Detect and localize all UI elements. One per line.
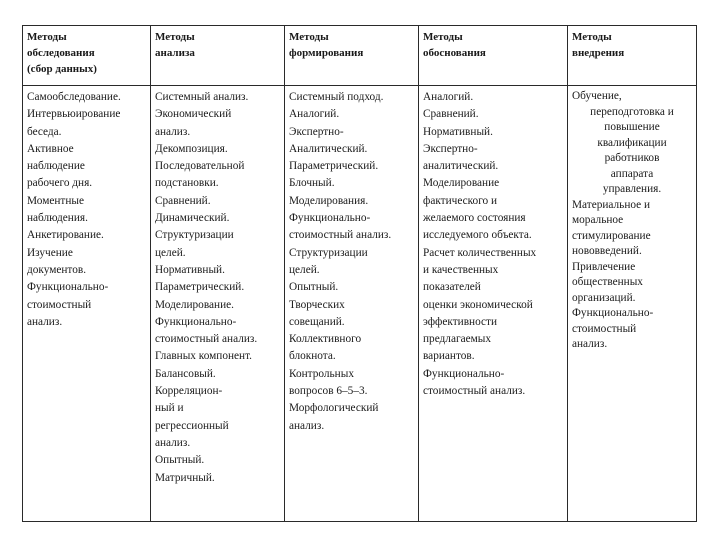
method-line: Функционально- bbox=[155, 315, 237, 328]
method-line: Аналогий. bbox=[289, 108, 340, 121]
method-line: стоимостный анализ. bbox=[155, 333, 258, 346]
header-text-line: Методы bbox=[27, 31, 67, 43]
method-line: Моделирования. bbox=[289, 194, 369, 207]
method-line: Последовательной bbox=[155, 160, 245, 173]
method-line: целей. bbox=[289, 263, 320, 276]
method-line: документов. bbox=[27, 263, 87, 276]
method-line: Функционально- bbox=[289, 212, 371, 225]
method-line: Опытный. bbox=[289, 281, 339, 294]
method-line: Экспертно- bbox=[289, 125, 344, 138]
method-line: беседа. bbox=[27, 125, 62, 138]
header-text-line: Методы bbox=[289, 31, 329, 43]
method-line: организаций. bbox=[572, 291, 636, 304]
method-line: Корреляцион- bbox=[155, 385, 223, 398]
method-line: работников bbox=[604, 152, 660, 164]
method-line: Творческих bbox=[289, 298, 345, 311]
method-line: Блочный. bbox=[289, 177, 335, 190]
cell-analysis-methods bbox=[151, 86, 285, 522]
method-line: анализ. bbox=[289, 419, 325, 432]
method-line: Нормативный. bbox=[423, 125, 493, 138]
method-line: Контрольных bbox=[289, 367, 354, 380]
body-row bbox=[23, 86, 697, 522]
method-line: Структуризации bbox=[155, 229, 234, 242]
method-line: наблюдение bbox=[27, 160, 85, 173]
method-line: оценки экономической bbox=[423, 298, 533, 311]
method-line: общественных bbox=[572, 276, 643, 288]
header-text-line: Методы bbox=[423, 31, 463, 43]
method-line: Опытный. bbox=[155, 454, 205, 467]
header-row bbox=[23, 26, 697, 86]
method-line: Аналитический. bbox=[289, 142, 368, 155]
method-line: стимулирование bbox=[572, 229, 651, 242]
method-line: эффективности bbox=[423, 315, 497, 328]
method-line: Параметрический. bbox=[289, 160, 379, 173]
method-line: Моделирование. bbox=[155, 298, 234, 311]
header-text-line: формирования bbox=[289, 47, 364, 59]
method-line: аппарата bbox=[610, 167, 654, 180]
method-line: повышение bbox=[604, 121, 660, 133]
cell-justification-methods bbox=[419, 86, 568, 522]
method-line: вопросов 6–5–3. bbox=[289, 385, 368, 398]
method-line: Экспертно- bbox=[423, 142, 478, 155]
method-line: анализ. bbox=[572, 338, 608, 350]
method-line: Расчет количественных bbox=[423, 246, 537, 259]
method-line: Динамический. bbox=[155, 212, 230, 225]
header-cell-implementation-methods bbox=[568, 26, 697, 86]
method-line: исследуемого объекта. bbox=[423, 229, 532, 242]
header-text-line: Методы bbox=[572, 31, 612, 43]
method-line: Системный подход. bbox=[289, 91, 384, 103]
method-line: Аналогий. bbox=[423, 91, 474, 103]
method-line: показателей bbox=[423, 281, 481, 294]
method-line: Параметрический. bbox=[155, 281, 245, 294]
method-line: Структуризации bbox=[289, 246, 368, 259]
method-line: анализ. bbox=[155, 125, 191, 138]
header-text-line: обследования bbox=[27, 47, 95, 59]
method-line: стоимостный анализ. bbox=[423, 385, 526, 398]
method-line: Балансовый. bbox=[155, 367, 216, 380]
method-line: Интервьюирование bbox=[27, 108, 121, 121]
method-line: Функционально- bbox=[27, 281, 109, 294]
method-line: Моделирование bbox=[423, 177, 500, 190]
cell-implementation-methods bbox=[568, 86, 697, 522]
header-cell-formation-methods bbox=[285, 26, 419, 86]
method-line: аналитический. bbox=[423, 160, 499, 173]
header-text-line: анализа bbox=[155, 47, 195, 59]
method-line: Декомпозиция. bbox=[155, 142, 228, 155]
method-line: Моментные bbox=[27, 194, 84, 207]
method-line: квалификации bbox=[597, 136, 667, 149]
method-line: стоимостный bbox=[27, 298, 92, 311]
method-line: Функционально- bbox=[423, 367, 505, 380]
method-line: Морфологический bbox=[289, 402, 379, 415]
method-line: блокнота. bbox=[289, 350, 336, 363]
method-line: стоимостный анализ. bbox=[289, 229, 392, 242]
method-line: наблюдения. bbox=[27, 212, 88, 225]
methods-table bbox=[22, 25, 697, 522]
method-line: Коллективного bbox=[289, 333, 362, 346]
header-cell-analysis-methods bbox=[151, 26, 285, 86]
header-text-line: (сбор данных) bbox=[27, 63, 97, 75]
method-line: ный и bbox=[155, 402, 184, 415]
header-cell-justification-methods bbox=[419, 26, 568, 86]
method-line: Нормативный. bbox=[155, 263, 225, 276]
method-line: Главных компонент. bbox=[155, 350, 252, 363]
header-text-line: внедрения bbox=[572, 47, 625, 59]
method-line: Привлечение bbox=[572, 260, 636, 273]
header-text-line: обоснования bbox=[423, 47, 486, 59]
method-line: Самообследование. bbox=[27, 91, 121, 103]
method-line: управления. bbox=[602, 183, 662, 195]
method-line: рабочего дня. bbox=[27, 177, 93, 190]
method-line: Экономический bbox=[155, 108, 232, 121]
method-line: предлагаемых bbox=[423, 333, 492, 346]
header-text-line: Методы bbox=[155, 31, 195, 43]
method-line: целей. bbox=[155, 246, 186, 259]
method-line: совещаний. bbox=[289, 315, 345, 328]
method-line: Системный анализ. bbox=[155, 91, 249, 103]
method-line: Сравнений. bbox=[423, 108, 479, 121]
method-line: Обучение, bbox=[572, 90, 622, 102]
method-line: желаемого состояния bbox=[423, 212, 526, 225]
method-line: Сравнений. bbox=[155, 194, 211, 207]
cell-survey-methods bbox=[23, 86, 151, 522]
method-line: подстановки. bbox=[155, 177, 219, 190]
method-line: анализ. bbox=[27, 315, 63, 328]
method-line: Анкетирование. bbox=[27, 229, 104, 242]
method-line: фактического и bbox=[423, 194, 498, 207]
method-line: Активное bbox=[27, 142, 74, 155]
method-line: регрессионный bbox=[155, 419, 229, 432]
method-line: переподготовка и bbox=[590, 105, 674, 118]
method-line: моральное bbox=[572, 214, 624, 226]
method-line: нововведений. bbox=[572, 245, 642, 257]
method-line: и качественных bbox=[423, 263, 499, 276]
method-line: Изучение bbox=[27, 246, 73, 259]
method-line: вариантов. bbox=[423, 350, 475, 363]
method-line: анализ. bbox=[155, 436, 191, 449]
method-line: стоимостный bbox=[572, 322, 637, 335]
method-line: Материальное и bbox=[572, 198, 651, 211]
cell-formation-methods bbox=[285, 86, 419, 522]
method-line: Функционально- bbox=[572, 307, 654, 319]
header-cell-survey-methods bbox=[23, 26, 151, 86]
method-line: Матричный. bbox=[155, 471, 215, 484]
